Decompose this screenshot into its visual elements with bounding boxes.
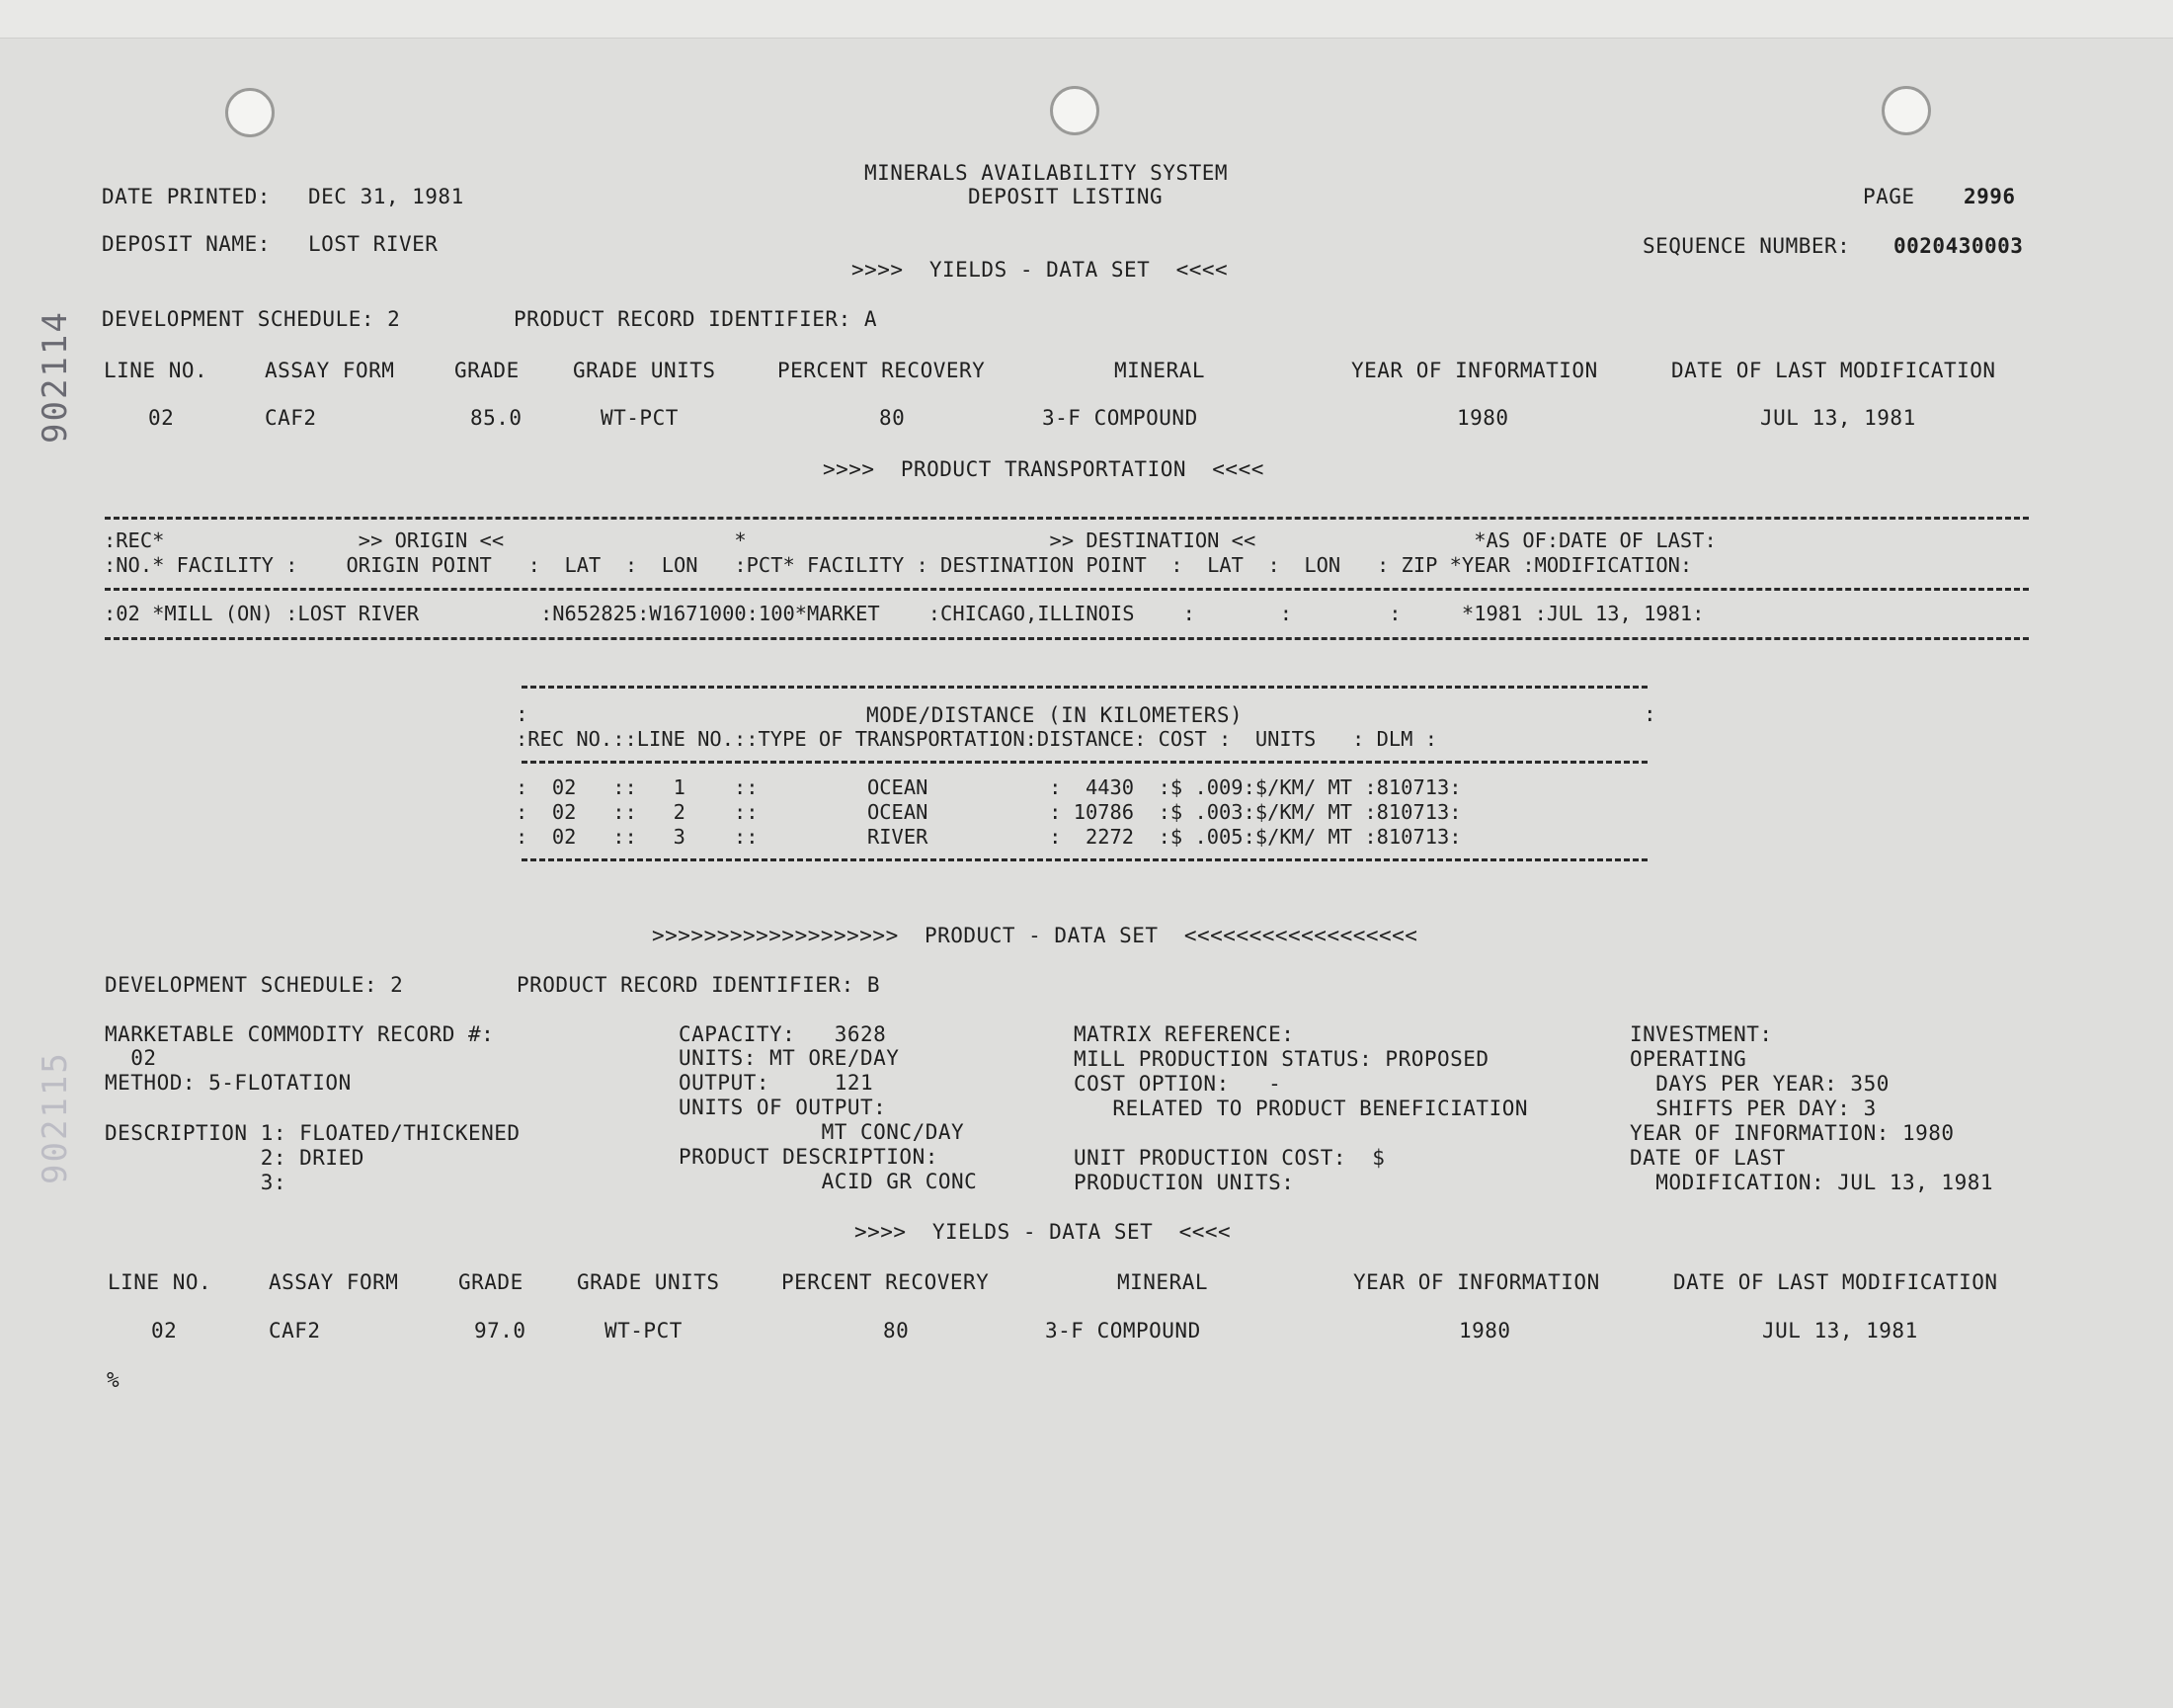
yields-a-recovery: 80 <box>879 406 906 430</box>
punch-hole-center <box>1050 86 1099 135</box>
margin-stamp: 902114 <box>36 310 75 444</box>
deposit-name-label: DEPOSIT NAME: <box>102 232 271 256</box>
yields-a-product-record: PRODUCT RECORD IDENTIFIER: A <box>514 307 878 331</box>
mode-header: :REC NO.::LINE NO.::TYPE OF TRANSPORTATION:DISTANCE: COST : UNITS : DLM : <box>516 727 1437 751</box>
transport-rule-top <box>105 517 2029 520</box>
product-col2-0: CAPACITY: 3628 <box>679 1022 887 1046</box>
product-col3-6: PRODUCTION UNITS: <box>1074 1171 1295 1194</box>
product-record: PRODUCT RECORD IDENTIFIER: B <box>517 973 881 997</box>
product-col3-2: COST OPTION: - <box>1074 1072 1282 1096</box>
product-col4-5: DATE OF LAST <box>1630 1146 1786 1170</box>
product-col1-1: 02 <box>105 1046 157 1070</box>
page-label: PAGE <box>1863 185 1915 208</box>
yields-b-assay: CAF2 <box>269 1319 321 1342</box>
yields-b-header-assay: ASSAY FORM <box>269 1270 399 1294</box>
transport-header-1: :REC* >> ORIGIN << * >> DESTINATION << *AS OF:DATE OF LAST: <box>104 529 1717 552</box>
product-col4-3: SHIFTS PER DAY: 3 <box>1630 1097 1877 1120</box>
sequence-number: 0020430003 <box>1893 234 2024 258</box>
system-title: MINERALS AVAILABILITY SYSTEM <box>864 161 1229 185</box>
yields-a-modified: JUL 13, 1981 <box>1760 406 1916 430</box>
product-col1-0: MARKETABLE COMMODITY RECORD #: <box>105 1022 495 1046</box>
product-col2-1: UNITS: MT ORE/DAY <box>679 1046 900 1070</box>
transport-header-2: :NO.* FACILITY : ORIGIN POINT : LAT : LON :PCT* FACILITY : DESTINATION POINT : LAT : LON : ZIP *YEAR :MODIFICATION: <box>104 553 1693 577</box>
end-marker: % <box>107 1368 121 1392</box>
yields-a-header-grade: GRADE <box>454 359 520 382</box>
date-printed: DEC 31, 1981 <box>308 185 464 208</box>
mode-rule-mid <box>522 761 1648 764</box>
product-col1-5: 2: DRIED <box>105 1146 364 1170</box>
product-col2-6: ACID GR CONC <box>679 1170 978 1193</box>
punch-hole-right <box>1882 86 1931 135</box>
mode-border-left: : <box>516 702 528 726</box>
yields-a-line-no: 02 <box>148 406 175 430</box>
mode-title: MODE/DISTANCE (IN KILOMETERS) <box>866 703 1244 727</box>
yields-a-year: 1980 <box>1457 406 1509 430</box>
yields-a-header-assay: ASSAY FORM <box>265 359 395 382</box>
product-col3-1: MILL PRODUCTION STATUS: PROPOSED <box>1074 1047 1489 1071</box>
yields-b-header-year: YEAR OF INFORMATION <box>1353 1270 1600 1294</box>
mode-row-2: : 02 :: 2 :: OCEAN : 10786 :$ .003:$/KM/ MT :810713: <box>516 800 1462 824</box>
yields-a-mineral: 3-F COMPOUND <box>1042 406 1198 430</box>
deposit-name: LOST RIVER <box>308 232 439 256</box>
yields-b-header-grade: GRADE <box>458 1270 523 1294</box>
mode-rule-bottom <box>522 858 1648 861</box>
mode-rule-top <box>522 686 1648 689</box>
sequence-label: SEQUENCE NUMBER: <box>1643 234 1851 258</box>
margin-stamp-faded: 902115 <box>36 1051 75 1184</box>
yields-a-grade-units: WT-PCT <box>601 406 679 430</box>
yields-b-header-line: LINE NO. <box>108 1270 212 1294</box>
yields-b-header-mineral: MINERAL <box>1117 1270 1209 1294</box>
transport-title: >>>> PRODUCT TRANSPORTATION <<<< <box>823 457 1264 481</box>
yields-b-grade-units: WT-PCT <box>604 1319 683 1342</box>
product-title: >>>>>>>>>>>>>>>>>>> PRODUCT - DATA SET <<<<<<<<<<<<<<<<<< <box>652 924 1418 947</box>
mode-row-1: : 02 :: 1 :: OCEAN : 4430 :$ .009:$/KM/ MT :810713: <box>516 775 1462 799</box>
yields-b-header-recovery: PERCENT RECOVERY <box>781 1270 990 1294</box>
yields-a-header-year: YEAR OF INFORMATION <box>1351 359 1598 382</box>
yields-a-grade: 85.0 <box>470 406 523 430</box>
product-col3-0: MATRIX REFERENCE: <box>1074 1022 1295 1046</box>
transport-rule-mid <box>105 588 2029 591</box>
yields-b-grade: 97.0 <box>474 1319 526 1342</box>
product-dev-schedule: DEVELOPMENT SCHEDULE: 2 <box>105 973 404 997</box>
yields-b-modified: JUL 13, 1981 <box>1762 1319 1918 1342</box>
product-col2-2: OUTPUT: 121 <box>679 1071 874 1095</box>
product-col1-2: METHOD: 5-FLOTATION <box>105 1071 352 1095</box>
product-col4-4: YEAR OF INFORMATION: 1980 <box>1630 1121 1955 1145</box>
product-col4-2: DAYS PER YEAR: 350 <box>1630 1072 1890 1096</box>
listing-page <box>0 38 2173 1708</box>
transport-row: :02 *MILL (ON) :LOST RIVER :N652825:W1671000:100*MARKET :CHICAGO,ILLINOIS : : : *1981 :JUL 13, 1981: <box>104 602 1705 625</box>
yields-b-line-no: 02 <box>151 1319 178 1342</box>
product-col2-5: PRODUCT DESCRIPTION: <box>679 1145 938 1169</box>
product-col1-6: 3: <box>105 1171 287 1194</box>
punch-hole-left <box>225 88 275 137</box>
product-col3-5: UNIT PRODUCTION COST: $ <box>1074 1146 1386 1170</box>
page-number: 2996 <box>1964 185 2016 208</box>
product-col4-0: INVESTMENT: <box>1630 1022 1773 1046</box>
yields-a-header-recovery: PERCENT RECOVERY <box>777 359 986 382</box>
listing-title: DEPOSIT LISTING <box>968 185 1164 208</box>
mode-row-3: : 02 :: 3 :: RIVER : 2272 :$ .005:$/KM/ MT :810713: <box>516 825 1462 849</box>
product-col4-6: MODIFICATION: JUL 13, 1981 <box>1630 1171 1994 1194</box>
yields-b-recovery: 80 <box>883 1319 910 1342</box>
yields-a-header-grade-units: GRADE UNITS <box>573 359 716 382</box>
yields-b-title: >>>> YIELDS - DATA SET <<<< <box>854 1220 1232 1244</box>
product-col1-4: DESCRIPTION 1: FLOATED/THICKENED <box>105 1121 521 1145</box>
yields-a-header-mineral: MINERAL <box>1114 359 1206 382</box>
transport-rule-bottom <box>105 637 2029 640</box>
product-col3-3: RELATED TO PRODUCT BENEFICIATION <box>1074 1097 1529 1120</box>
yields-a-header-line: LINE NO. <box>104 359 208 382</box>
yields-a-assay: CAF2 <box>265 406 317 430</box>
product-col2-4: MT CONC/DAY <box>679 1120 965 1144</box>
yields-b-header-modified: DATE OF LAST MODIFICATION <box>1673 1270 1998 1294</box>
yields-a-title: >>>> YIELDS - DATA SET <<<< <box>851 258 1229 282</box>
yields-a-header-modified: DATE OF LAST MODIFICATION <box>1671 359 1996 382</box>
date-printed-label: DATE PRINTED: <box>102 185 271 208</box>
yields-b-mineral: 3-F COMPOUND <box>1045 1319 1201 1342</box>
product-col4-1: OPERATING <box>1630 1047 1747 1071</box>
yields-b-year: 1980 <box>1459 1319 1511 1342</box>
mode-border-right: : <box>1644 702 1656 726</box>
product-col2-3: UNITS OF OUTPUT: <box>679 1096 887 1119</box>
yields-a-dev-schedule: DEVELOPMENT SCHEDULE: 2 <box>102 307 401 331</box>
yields-b-header-grade-units: GRADE UNITS <box>577 1270 720 1294</box>
